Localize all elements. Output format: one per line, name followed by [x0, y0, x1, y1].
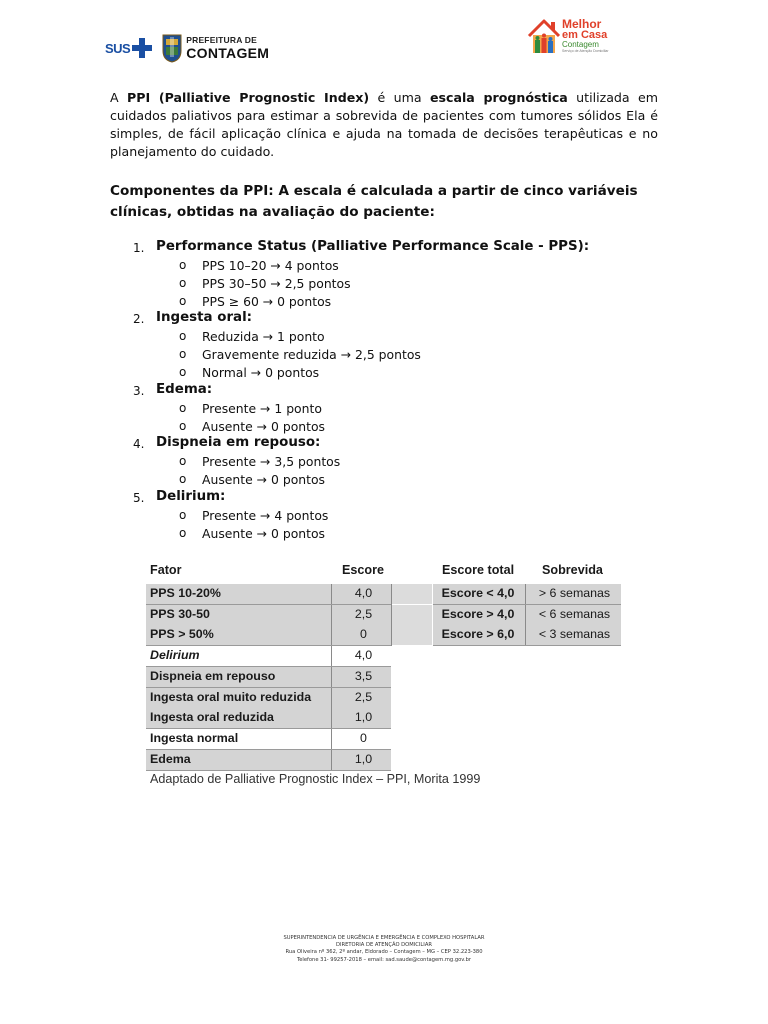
footer-line4: Telefone 31- 99257-2018 – email: sad.saude@contagem.mg.gov.br [296, 956, 472, 963]
intro-rest: utilizada em cuidados paliativos para estimar a sobrevida de pacientes com tumores sólidos Ela é simples, de fácil aplicação clínica e ajuda na tomada de decisões terapêuticas e no planejamento do cuidado. [110, 90, 659, 159]
bullet-icon: o [179, 472, 187, 487]
option-text: Reduzida → 1 ponto [202, 329, 325, 345]
melhor-em-casa-logo [526, 16, 612, 56]
prefeitura-bottom-text: CONTAGEM [186, 44, 270, 61]
total-row [433, 584, 621, 604]
header-total: Escore total [442, 563, 515, 577]
factor-name: PPS 10-20% [150, 586, 221, 600]
option-item [110, 275, 658, 293]
option-text: Ausente → 0 pontos [202, 525, 326, 541]
total-row-spacer [392, 605, 432, 625]
page-footer [0, 935, 768, 964]
footer-line2: DIRETORIA DE ATENÇÃO DOMICILIAR [335, 942, 432, 949]
column-divider [331, 750, 332, 770]
factor-name: Ingesta normal [150, 730, 239, 745]
footer-line3: Rua Oliveira nº 362, 2º andar, Eldorado – Contagem – MG – CEP 32.223-380 [285, 949, 483, 956]
option-item [110, 418, 658, 436]
factor-row [146, 625, 391, 645]
factor-score: 2,5 [354, 689, 373, 704]
table-source: Adaptado de Palliative Prognostic Index – PPI, Morita 1999 [150, 772, 481, 786]
component-options [110, 400, 658, 436]
survival-value: > 6 semanas [538, 586, 611, 600]
column-divider [331, 584, 332, 604]
column-divider [525, 605, 526, 625]
option-text: Presente → 1 ponto [202, 400, 322, 416]
component-number: 5. [133, 490, 145, 505]
component-options [110, 453, 658, 489]
column-divider [331, 625, 332, 645]
factor-score: 3,5 [354, 668, 373, 683]
option-item [110, 525, 658, 543]
footer-line1: SUPERINTENDENCIA DE URGÊNCIA E EMERGÊNCIA E COMPLEXO HOSPITALAR [283, 935, 485, 941]
total-row-spacer [392, 584, 432, 604]
option-text: PPS 10–20 → 4 pontos [202, 258, 339, 273]
mc-line3: Contagem [562, 40, 599, 49]
component-number: 2. [133, 312, 145, 327]
component-header [110, 239, 658, 257]
scale-term: escala prognóstica [429, 90, 568, 105]
component-item [110, 310, 658, 381]
bullet-icon: o [179, 258, 187, 272]
option-text: Normal → 0 pontos [202, 364, 320, 380]
melhor-em-casa-wordmark [562, 18, 609, 54]
column-divider [331, 605, 332, 625]
column-divider [331, 708, 332, 728]
factor-score: 1,0 [354, 710, 373, 725]
column-divider [525, 625, 526, 645]
component-header [110, 310, 658, 328]
sus-logo-text: SUS [105, 40, 131, 56]
component-options [110, 328, 658, 381]
bullet-icon: o [179, 454, 187, 469]
component-title: Ingesta oral: [156, 310, 253, 326]
component-item [110, 489, 658, 543]
component-title: Edema: [156, 381, 213, 397]
factor-row [146, 646, 391, 666]
option-text: Presente → 4 pontos [202, 507, 329, 523]
bullet-icon: o [179, 293, 187, 308]
total-row-spacer [392, 625, 432, 645]
component-title: Delirium: [156, 488, 226, 504]
bullet-icon: o [179, 525, 187, 540]
total-row [433, 605, 621, 625]
bullet-icon: o [179, 275, 187, 290]
factor-name: Dispneia em repouso [150, 668, 276, 683]
factor-score: 2,5 [354, 606, 373, 621]
factor-score: 0 [360, 730, 367, 745]
factor-score: 4,0 [354, 648, 373, 663]
option-item [110, 346, 658, 364]
option-item [110, 257, 658, 275]
component-item [110, 382, 658, 436]
intro-prefix: A [110, 90, 127, 105]
house-family-icon [526, 16, 562, 56]
component-title: Performance Status (Palliative Performance Scale - PPS): [156, 239, 590, 254]
total-row [433, 625, 621, 645]
factor-score: 1,0 [354, 751, 373, 766]
factor-row [146, 688, 391, 708]
bullet-icon: o [179, 507, 187, 522]
factor-score: 4,0 [354, 586, 373, 600]
bullet-icon: o [179, 400, 187, 415]
intro-mid: é uma [369, 90, 430, 105]
option-item [110, 328, 658, 346]
option-item [110, 507, 658, 525]
option-text: PPS ≥ 60 → 0 pontos [202, 293, 332, 309]
option-text: Presente → 3,5 pontos [202, 454, 341, 470]
factor-name: Edema [150, 751, 191, 766]
factor-name: Ingesta oral reduzida [150, 710, 274, 725]
total-score: Escore < 4,0 [441, 586, 515, 600]
component-title: Dispneia em repouso: [156, 435, 321, 451]
components-list [110, 239, 658, 543]
option-item [110, 293, 658, 311]
component-number: 3. [133, 383, 145, 398]
row-divider [433, 645, 621, 646]
column-divider [525, 584, 526, 604]
component-number: 1. [133, 241, 145, 255]
mc-line4: Serviço de Atenção Domiciliar [562, 49, 609, 53]
ppi-term: PPI (Palliative Prognostic Index) [126, 90, 370, 105]
component-item [110, 239, 658, 310]
bullet-icon: o [179, 418, 187, 433]
total-score: Escore > 6,0 [441, 627, 515, 642]
prefeitura-top-text: PREFEITURA DE [186, 35, 257, 46]
bullet-icon: o [179, 364, 187, 379]
factor-score: 0 [360, 627, 367, 642]
bullet-icon: o [179, 347, 187, 362]
option-text: Ausente → 0 pontos [202, 418, 326, 434]
factor-name: PPS > 50% [150, 627, 214, 642]
factor-row [146, 708, 391, 728]
factor-name: Delirium [150, 648, 200, 663]
mc-line1: Melhor [562, 17, 602, 31]
factor-row [146, 729, 391, 749]
factor-row [146, 584, 391, 604]
intro-paragraph [110, 89, 658, 161]
contagem-crest-icon [162, 33, 182, 63]
header-score: Escore [342, 563, 385, 577]
component-number: 4. [133, 437, 145, 452]
option-text: Gravemente reduzida → 2,5 pontos [202, 347, 421, 363]
factor-row [146, 750, 391, 770]
factor-row [146, 605, 391, 625]
component-options [110, 257, 658, 310]
option-item [110, 471, 658, 489]
column-divider [331, 667, 332, 687]
mc-line2: em Casa [562, 29, 608, 41]
sus-cross-icon [132, 38, 152, 58]
survival-value: < 3 semanas [538, 627, 611, 642]
total-score: Escore > 4,0 [441, 606, 515, 621]
option-item [110, 453, 658, 471]
factor-row [146, 667, 391, 687]
column-divider [331, 688, 332, 708]
column-divider [331, 729, 332, 749]
option-item [110, 400, 658, 418]
option-text: Ausente → 0 pontos [202, 472, 326, 488]
components-heading: Componentes da PPI: A escala é calculada a partir de cinco variáveis clínicas, obtidas na avaliação do paciente: [110, 183, 638, 220]
ppi-table [146, 560, 626, 790]
header-survival: Sobrevida [542, 563, 603, 577]
column-divider [331, 646, 332, 666]
component-header [110, 435, 658, 453]
bullet-icon: o [179, 329, 187, 344]
option-item [110, 364, 658, 382]
component-header [110, 382, 658, 400]
factor-name: Ingesta oral muito reduzida [150, 689, 312, 704]
component-item [110, 435, 658, 489]
header-factor: Fator [150, 563, 182, 577]
factor-name: PPS 30-50 [150, 606, 210, 621]
prefeitura-wordmark [186, 36, 269, 60]
survival-value: < 6 semanas [538, 606, 611, 621]
component-header [110, 489, 658, 507]
row-divider [146, 770, 391, 771]
option-text: PPS 30–50 → 2,5 pontos [202, 275, 351, 291]
sus-prefeitura-logo [105, 30, 269, 66]
component-options [110, 507, 658, 543]
